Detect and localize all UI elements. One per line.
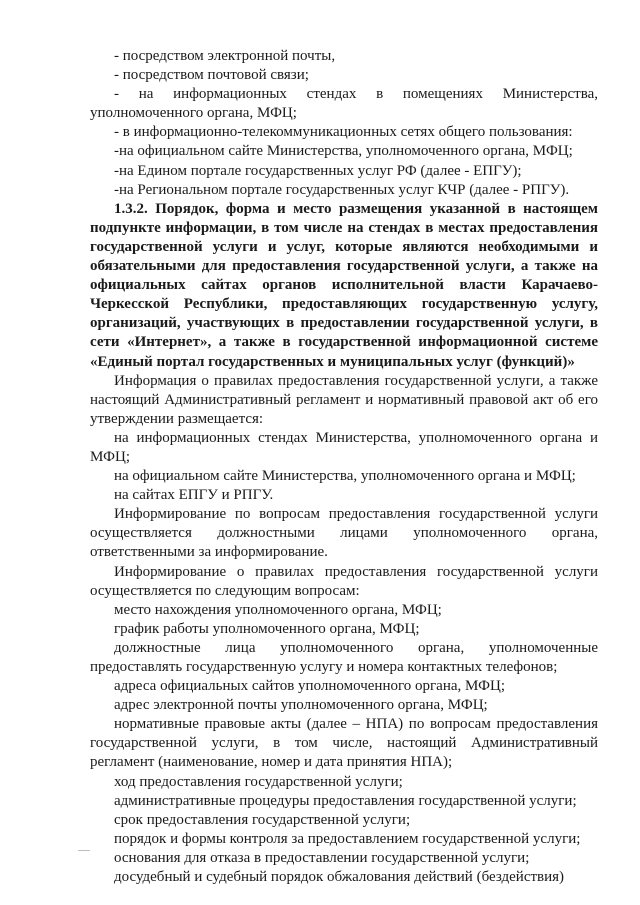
paragraph: на официальном сайте Министерства, уполномоченного органа и МФЦ; xyxy=(114,468,576,485)
paragraph: на информационных стендах Министерства, уполномоченного органа и МФЦ; xyxy=(90,429,598,465)
paragraph: Информирование по вопросам предоставления государственной услуги осуществляется должностными лицами уполномоченного органа, ответственными за информирование. xyxy=(90,506,598,561)
paragraph: досудебный и судебный порядок обжалования действий (бездействия) xyxy=(114,869,565,886)
paragraph: график работы уполномоченного органа, МФЦ; xyxy=(114,620,420,637)
paragraph: место нахождения уполномоченного органа, МФЦ; xyxy=(114,601,442,618)
paragraph: административные процедуры предоставления государственной услуги; xyxy=(114,792,577,809)
paragraph: нормативные правовые акты (далее – НПА) по вопросам предоставления государственной услуги, в том числе, настоящий Административный регламент (наименование, номер и дата принятия НПА); xyxy=(90,716,598,771)
paragraph: адреса официальных сайтов уполномоченного органа, МФЦ; xyxy=(114,678,505,695)
paragraph: порядок и формы контроля за предоставлением государственной услуги; xyxy=(114,830,581,847)
scan-mark xyxy=(78,850,90,851)
paragraph: на сайтах ЕПГУ и РПГУ. xyxy=(114,487,274,504)
paragraph: срок предоставления государственной услуги; xyxy=(114,811,411,828)
paragraph: адрес электронной почты уполномоченного органа, МФЦ; xyxy=(114,697,488,714)
list-item: - посредством почтовой связи; xyxy=(114,67,309,84)
list-item: -на официальном сайте Министерства, уполномоченного органа, МФЦ; xyxy=(114,143,573,160)
paragraph: ход предоставления государственной услуги; xyxy=(114,773,403,790)
section-heading: 1.3.2. Порядок, форма и место размещения указанной в настоящем подпункте информации, в том числе на стендах в местах предоставления государственной услуги и услуг, которые являются необходимыми и обязательными для предоставления государственной услуги, а также на официальных сайтах органов исполнительной власти Карачаево-Черкесской Республики, предоставляющих государственную услугу, организаций, участвующих в предоставлении государственной услуги, в сети «Интернет», а также в государственной информационной системе «Единый портал государственных и муниципальных услуг (функций)» xyxy=(90,200,598,370)
paragraph: основания для отказа в предоставлении государственной услуги; xyxy=(114,849,530,866)
paragraph: Информирование о правилах предоставления государственной услуги осуществляется по следующим вопросам: xyxy=(90,563,598,599)
list-item: - в информационно-телекоммуникационных сетях общего пользования: xyxy=(114,124,573,141)
paragraph: Информация о правилах предоставления государственной услуги, а также настоящий Административный регламент и нормативный правовой акт об его утверждении размещается: xyxy=(90,372,598,427)
list-item: - на информационных стендах в помещениях Министерства, уполномоченного органа, МФЦ; xyxy=(90,86,598,122)
paragraph: должностные лица уполномоченного органа, уполномоченные предоставлять государственную услугу и номера контактных телефонов; xyxy=(90,639,598,675)
list-item: -на Региональном портале государственных услуг КЧР (далее - РПГУ). xyxy=(114,181,570,198)
list-item: -на Едином портале государственных услуг РФ (далее - ЕПГУ); xyxy=(114,162,522,179)
document-body xyxy=(90,47,598,887)
list-item: - посредством электронной почты, xyxy=(114,48,336,64)
